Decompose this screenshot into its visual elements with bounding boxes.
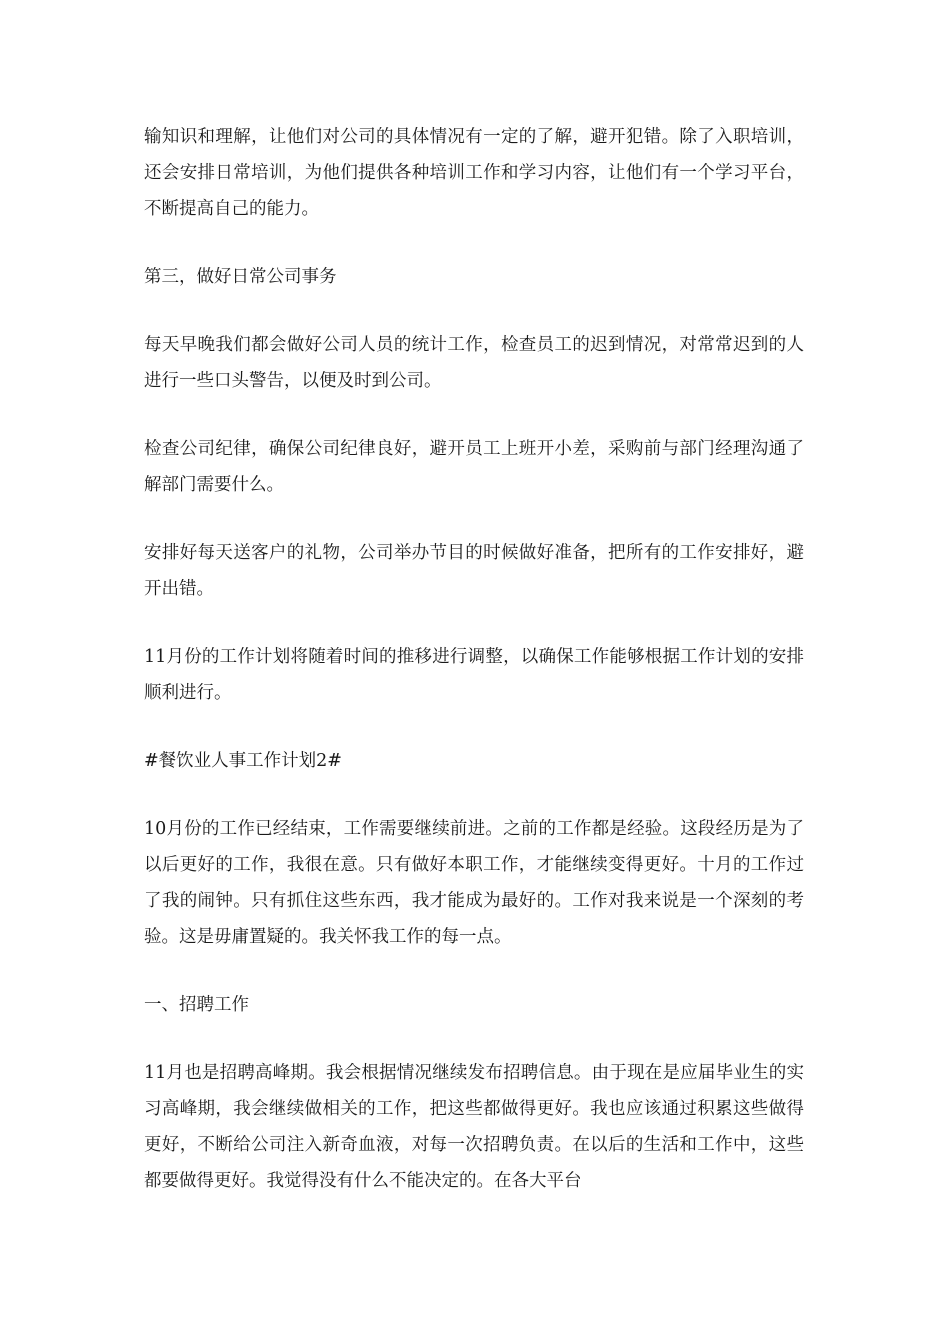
paragraph-november-plan: 11月份的工作计划将随着时间的推移进行调整，以确保工作能够根据工作计划的安排顺利进行。: [144, 647, 804, 703]
paragraph-october-review: 10月份的工作已经结束，工作需要继续前进。之前的工作都是经验。这段经历是为了以后更好的工作，我很在意。只有做好本职工作，才能继续变得更好。十月的工作过了我的闹钟。只有抓住这些东西，我才能成为最好的。工作对我来说是一个深刻的考验。这是毋庸置疑的。我关怀我工作的每一点。: [144, 819, 804, 947]
heading-plan-two: #餐饮业人事工作计划2#: [144, 751, 342, 771]
paragraph-training: 输知识和理解，让他们对公司的具体情况有一定的了解，避开犯错。除了入职培训，还会安排日常培训，为他们提供各种培训工作和学习内容，让他们有一个学习平台，不断提高自己的能力。: [144, 127, 804, 219]
paragraph-discipline: 检查公司纪律，确保公司纪律良好，避开员工上班开小差，采购前与部门经理沟通了解部门需要什么。: [144, 439, 804, 495]
heading-recruitment: 一、招聘工作: [144, 995, 249, 1015]
paragraph-recruitment: 11月也是招聘高峰期。我会根据情况继续发布招聘信息。由于现在是应届毕业生的实习高峰期，我会继续做相关的工作，把这些都做得更好。我也应该通过积累这些做得更好，不断给公司注入新奇血液，对每一次招聘负责。在以后的生活和工作中，这些都要做得更好。我觉得没有什么不能决定的。在各大平台: [144, 1063, 804, 1191]
document-body: [144, 119, 804, 1199]
heading-section-three: 第三，做好日常公司事务: [144, 267, 337, 287]
paragraph-gifts: 安排好每天送客户的礼物，公司举办节目的时候做好准备，把所有的工作安排好，避开出错。: [144, 543, 804, 599]
paragraph-attendance: 每天早晚我们都会做好公司人员的统计工作，检查员工的迟到情况，对常常迟到的人进行一些口头警告，以便及时到公司。: [144, 335, 804, 391]
